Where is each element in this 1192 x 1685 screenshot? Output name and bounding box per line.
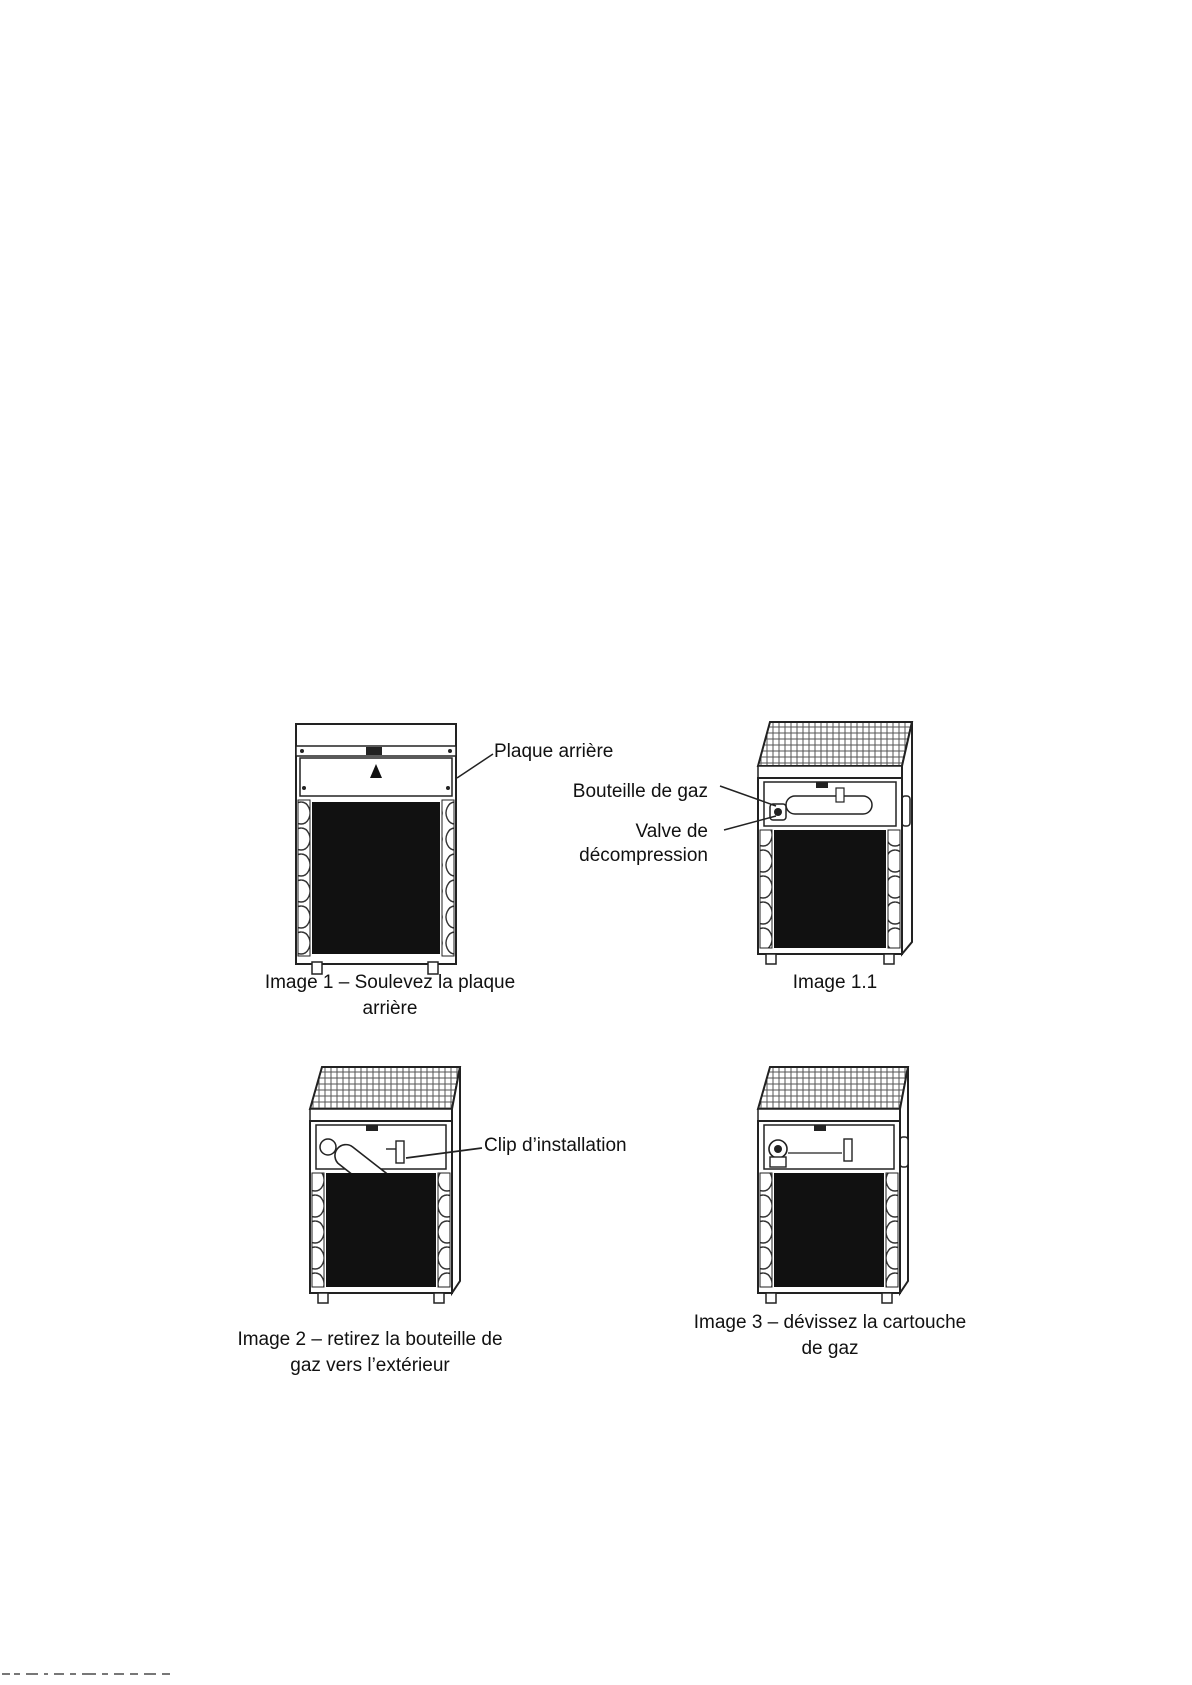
caption-image-1-line1: Image 1 – Soulevez la plaque: [264, 972, 516, 993]
callout-bouteille-de-gaz: Bouteille de gaz: [572, 781, 708, 802]
callout-valve: [520, 820, 708, 868]
figure-1-rear-plate: [290, 722, 460, 980]
figure-3-unscrew-cartridge: [752, 1063, 918, 1313]
caption-image-3-line2: de gaz: [801, 1338, 859, 1359]
caption-image-2-line2: gaz vers l’extérieur: [290, 1355, 450, 1376]
caption-image-1: [230, 970, 550, 1022]
caption-image-1-1: Image 1.1: [792, 972, 878, 993]
caption-image-3: [680, 1310, 980, 1362]
caption-image-2-line1: Image 2 – retirez la bouteille de: [237, 1329, 503, 1350]
leader-line-bottle: [718, 784, 778, 810]
callout-valve-line1: Valve de: [635, 821, 708, 842]
leader-line-clip: [404, 1146, 484, 1162]
caption-image-2: [220, 1327, 520, 1379]
caption-image-3-line1: Image 3 – dévissez la cartouche: [693, 1312, 967, 1333]
leader-line-plaque: [455, 752, 495, 782]
caption-image-1-line2: arrière: [362, 998, 418, 1019]
callout-plaque-arriere: Plaque arrière: [494, 741, 614, 762]
scan-artifact: [0, 1670, 180, 1678]
figure-1-1-gas-bottle: [752, 718, 922, 976]
leader-line-valve: [722, 812, 778, 832]
callout-valve-line2: décompression: [579, 845, 708, 866]
callout-clip-installation: Clip d’installation: [484, 1135, 627, 1156]
figure-2-remove-bottle: [304, 1063, 470, 1313]
